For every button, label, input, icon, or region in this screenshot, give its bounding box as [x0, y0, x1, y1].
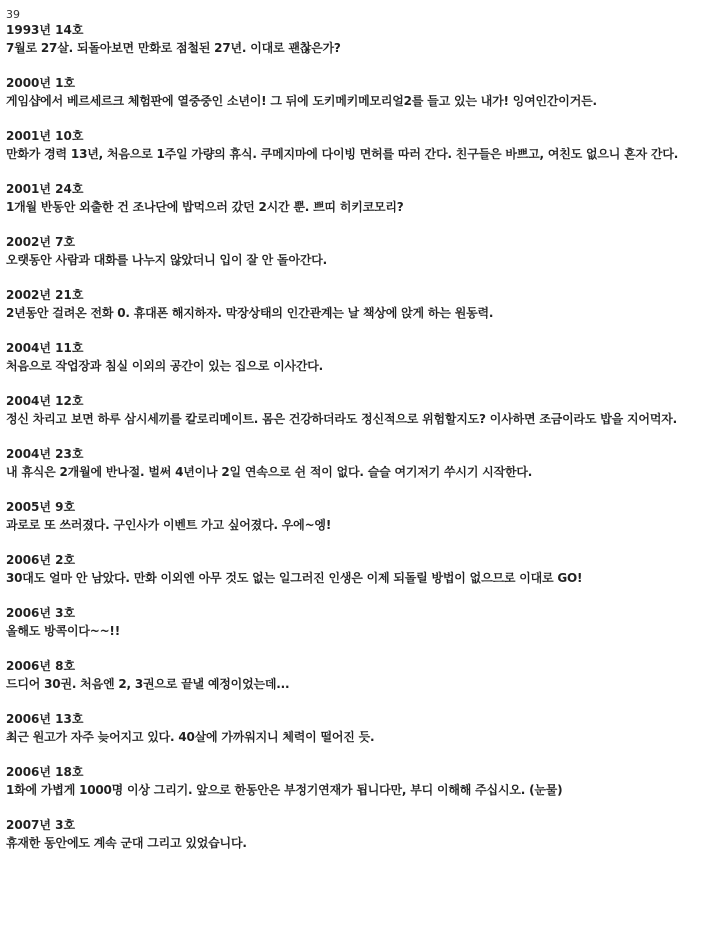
entry-list	[6, 22, 706, 853]
entry-text: 1개월 반동안 외출한 건 조나단에 밥먹으러 갔던 2시간 뿐. 쁘띠 히키코모리?	[6, 200, 404, 214]
entry-text: 게임샵에서 베르세르크 체험판에 열중중인 소년이! 그 뒤에 도키메키메모리얼2를 들고 있는 내가! 잉여인간이거든.	[6, 94, 597, 108]
entry-text: 정신 차리고 보면 하루 삼시세끼를 칼로리메이트. 몸은 건강하더라도 정신적으로 위험할지도? 이사하면 조금이라도 밥을 지어먹자.	[6, 412, 677, 426]
list-item	[6, 817, 706, 853]
entry-date: 2006년 8호	[6, 659, 76, 673]
entry-text: 만화가 경력 13년, 처음으로 1주일 가량의 휴식. 쿠메지마에 다이빙 면허를 따러 간다. 친구들은 바쁘고, 여친도 없으니 혼자 간다.	[6, 147, 679, 161]
entry-date: 2001년 24호	[6, 182, 84, 196]
entry-date: 2005년 9호	[6, 500, 76, 514]
entry-date: 2006년 3호	[6, 606, 76, 620]
entry-date: 2004년 11호	[6, 341, 84, 355]
entry-text: 내 휴식은 2개월에 반나절. 벌써 4년이나 2일 연속으로 쉰 적이 없다. 슬슬 여기저기 쑤시기 시작한다.	[6, 465, 533, 479]
entry-text: 2년동안 걸려온 전화 0. 휴대폰 해지하자. 막장상태의 인간관계는 날 책상에 앉게 하는 원동력.	[6, 306, 494, 320]
entry-text: 30대도 얼마 안 남았다. 만화 이외엔 아무 것도 없는 일그러진 인생은 이제 되돌릴 방법이 없으므로 이대로 GO!	[6, 571, 583, 585]
entry-text: 최근 원고가 자주 늦어지고 있다. 40살에 가까워지니 체력이 떨어진 듯.	[6, 730, 375, 744]
list-item	[6, 446, 706, 482]
list-item	[6, 340, 706, 376]
entry-date: 1993년 14호	[6, 23, 84, 37]
list-item	[6, 22, 706, 58]
entry-date: 2002년 21호	[6, 288, 84, 302]
entry-text: 드디어 30권. 처음엔 2, 3권으로 끝낼 예정이었는데...	[6, 677, 290, 691]
list-item	[6, 764, 706, 800]
list-item	[6, 711, 706, 747]
article-page	[6, 8, 706, 870]
list-item	[6, 658, 706, 694]
entry-text: 휴재한 동안에도 계속 군대 그리고 있었습니다.	[6, 836, 247, 850]
list-item	[6, 128, 706, 164]
entry-date: 2006년 13호	[6, 712, 84, 726]
list-item	[6, 499, 706, 535]
list-item	[6, 605, 706, 641]
entry-text: 올해도 방콕이다~~!!	[6, 624, 120, 638]
entry-date: 2000년 1호	[6, 76, 76, 90]
list-item	[6, 75, 706, 111]
page-number: 39	[6, 8, 20, 21]
entry-text: 오랫동안 사람과 대화를 나누지 않았더니 입이 잘 안 돌아간다.	[6, 253, 327, 267]
list-item	[6, 234, 706, 270]
entry-text: 처음으로 작업장과 침실 이외의 공간이 있는 집으로 이사간다.	[6, 359, 324, 373]
entry-text: 1화에 가볍게 1000명 이상 그리기. 앞으로 한동안은 부정기연재가 됩니다만, 부디 이해해 주십시오. (눈물)	[6, 783, 563, 797]
entry-date: 2007년 3호	[6, 818, 76, 832]
list-item	[6, 181, 706, 217]
list-item	[6, 287, 706, 323]
entry-date: 2006년 18호	[6, 765, 84, 779]
entry-date: 2001년 10호	[6, 129, 84, 143]
list-item	[6, 393, 706, 429]
list-item	[6, 552, 706, 588]
entry-date: 2006년 2호	[6, 553, 76, 567]
entry-date: 2002년 7호	[6, 235, 76, 249]
entry-date: 2004년 23호	[6, 447, 84, 461]
entry-text: 과로로 또 쓰러졌다. 구인사가 이벤트 가고 싶어졌다. 우에~엥!	[6, 518, 332, 532]
entry-date: 2004년 12호	[6, 394, 84, 408]
entry-text: 7월로 27살. 되돌아보면 만화로 점철된 27년. 이대로 괜찮은가?	[6, 41, 341, 55]
